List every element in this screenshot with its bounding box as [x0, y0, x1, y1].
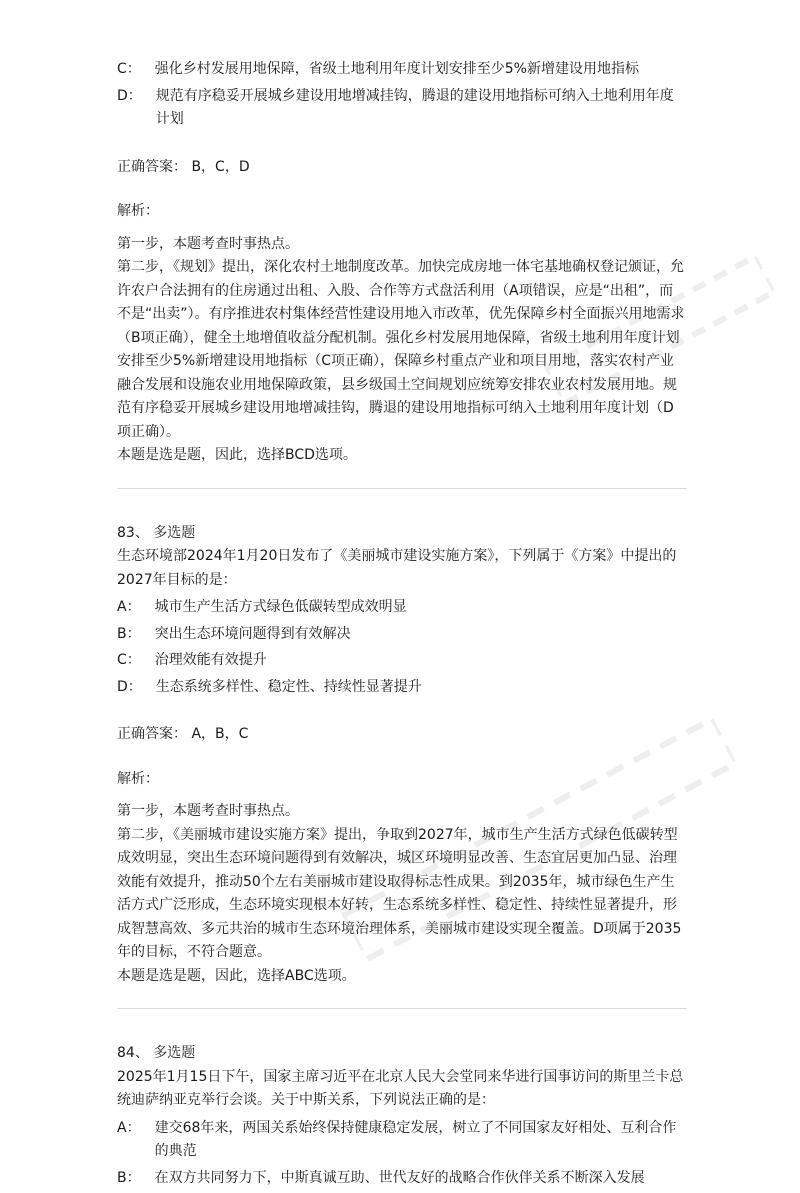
option-key: D：: [117, 678, 142, 695]
question-83: [117, 522, 687, 989]
correct-answer: 正确答案： B，C，D: [117, 158, 250, 175]
option-key: A：: [117, 599, 141, 615]
analysis-step-2: 第二步，《美丽城市建设实施方案》提出，争取到2027年，城市生产生活方式绿色低碳转型成效明显，突出生态环境问题得到有效解决，城区环境明显改善、生态宜居更加凸显、治理效能有效提升，推动50个左右美丽城市建设取得标志性成果。到2035年，城市绿色生产生活方式广泛形成，生态环境实现根本好转，生态系统多样性、稳定性、持续性显著提升，形成智慧高效、多元共治的城市生态环境治理体系，美丽城市建设实现全覆盖。D项属于2035年的目标，不符合题意。: [117, 826, 682, 960]
option-text: 在双方共同努力下，中斯真诚互助、世代友好的战略合作伙伴关系不断深入发展: [154, 1169, 645, 1186]
option-text: 治理效能有效提升: [154, 652, 267, 668]
option-text: 强化乡村发展用地保障，省级土地利用年度计划安排至少5%新增建设用地指标: [154, 61, 639, 77]
option-key: C：: [117, 61, 141, 77]
correct-answer: 正确答案： A，B，C: [117, 726, 249, 742]
option-d[interactable]: [117, 676, 687, 700]
option-a[interactable]: [117, 596, 687, 620]
analysis-step-1: 第一步，本题考查时事热点。: [117, 235, 299, 252]
question-stem: 生态环境部2024年1月20日发布了《美丽城市建设实施方案》，下列属于《方案》中提出的2027年目标的是：: [117, 548, 677, 588]
option-d[interactable]: [117, 85, 687, 132]
divider: [117, 488, 687, 489]
divider: [117, 1008, 687, 1009]
option-a[interactable]: [117, 1117, 687, 1164]
option-text: 建交68年来，两国关系始终保持健康稳定发展，树立了不同国家友好相处、互利合作的典范: [154, 1119, 677, 1159]
option-text: 规范有序稳妥开展城乡建设用地增减挂钩，腾退的建设用地指标可纳入土地利用年度计划: [155, 87, 674, 127]
option-key: D：: [117, 87, 142, 104]
analysis-label: 解析：: [117, 770, 159, 787]
analysis-label: 解析：: [117, 203, 159, 219]
question-82: [117, 58, 687, 468]
option-key: C：: [117, 652, 141, 668]
analysis-conclusion: 本题是选是题，因此，选择BCD选项。: [117, 447, 357, 463]
document-page: [117, 58, 687, 1193]
analysis-step-1: 第一步，本题考查时事热点。: [117, 803, 299, 819]
option-b[interactable]: [117, 1167, 687, 1191]
question-header: 83、 多选题: [117, 524, 196, 541]
option-b[interactable]: [117, 623, 687, 647]
option-key: A：: [117, 1119, 141, 1136]
analysis-conclusion: 本题是选是题，因此，选择ABC选项。: [117, 967, 356, 984]
option-c[interactable]: [117, 649, 687, 673]
option-key: B：: [117, 625, 141, 642]
analysis-step-2: 第二步，《规划》提出，深化农村土地制度改革。加快完成房地一体宅基地确权登记颁证，允许农户合法拥有的住房通过出租、入股、合作等方式盘活利用（A项错误，应是“出租”，而不是“出卖”）。有序推进农村集体经营性建设用地入市改革，优先保障乡村全面振兴用地需求（B项正确），健全土地增值收益分配机制。强化乡村发展用地保障，省级土地利用年度计划安排至少5%新增建设用地指标（C项正确），保障乡村重点产业和项目用地，落实农村产业融合发展和设施农业用地保障政策，县乡级国土空间规划应统筹安排农业农村发展用地。规范有序稳妥开展城乡建设用地增减挂钩，腾退的建设用地指标可纳入土地利用年度计划（D项正确）。: [117, 259, 685, 440]
option-key: B：: [117, 1169, 141, 1186]
option-text: 生态系统多样性、稳定性、持续性显著提升: [155, 678, 422, 695]
option-text: 城市生产生活方式绿色低碳转型成效明显: [154, 599, 407, 615]
option-text: 突出生态环境问题得到有效解决: [154, 625, 351, 642]
option-c[interactable]: [117, 58, 687, 82]
question-84: [117, 1042, 687, 1190]
question-stem: 2025年1月15日下午，国家主席习近平在北京人民大会堂同来华进行国事访问的斯里兰卡总统迪萨纳亚克举行会谈。关于中斯关系，下列说法正确的是：: [117, 1068, 684, 1108]
question-header: 84、 多选题: [117, 1045, 196, 1061]
